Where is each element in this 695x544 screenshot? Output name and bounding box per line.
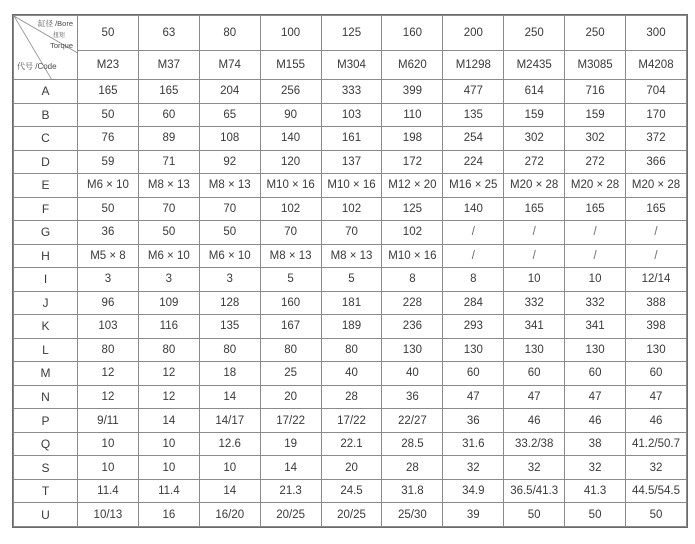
corner-torque-label: Torque (50, 41, 73, 50)
table-row (14, 338, 687, 362)
value-cell: / (565, 244, 626, 268)
value-cell: 31.6 (443, 432, 504, 456)
value-cell: 284 (443, 291, 504, 315)
torque-cell: M37 (138, 51, 199, 80)
value-cell: 103 (321, 103, 382, 127)
value-cell: 20/25 (321, 503, 382, 527)
value-cell: 14 (199, 479, 260, 503)
value-cell: 236 (382, 315, 443, 339)
table-row (14, 432, 687, 456)
value-cell: 614 (504, 80, 565, 104)
table-row (14, 503, 687, 527)
value-cell: 10 (78, 456, 139, 480)
row-code-cell: J (14, 291, 78, 315)
bore-cell: 100 (260, 16, 321, 51)
value-cell: 28 (382, 456, 443, 480)
value-cell: 165 (138, 80, 199, 104)
value-cell: 12 (138, 385, 199, 409)
value-cell: 16/20 (199, 503, 260, 527)
value-cell: 130 (382, 338, 443, 362)
value-cell: 47 (626, 385, 687, 409)
value-cell: 12.6 (199, 432, 260, 456)
table-row (14, 150, 687, 174)
value-cell: 80 (78, 338, 139, 362)
value-cell: 12/14 (626, 268, 687, 292)
value-cell: 159 (504, 103, 565, 127)
row-code-cell: B (14, 103, 78, 127)
value-cell: 130 (443, 338, 504, 362)
value-cell: 28 (321, 385, 382, 409)
value-cell: 198 (382, 127, 443, 151)
value-cell: 10/13 (78, 503, 139, 527)
value-cell: 38 (565, 432, 626, 456)
table-row (14, 291, 687, 315)
bore-cell: 200 (443, 16, 504, 51)
table-row (14, 80, 687, 104)
value-cell: 22/27 (382, 409, 443, 433)
value-cell: 130 (504, 338, 565, 362)
value-cell: 181 (321, 291, 382, 315)
value-cell: 10 (78, 432, 139, 456)
value-cell: 80 (138, 338, 199, 362)
torque-cell: M4208 (626, 51, 687, 80)
value-cell: 125 (382, 197, 443, 221)
row-code-cell: P (14, 409, 78, 433)
row-code-cell: S (14, 456, 78, 480)
row-code-cell: D (14, 150, 78, 174)
value-cell: 477 (443, 80, 504, 104)
value-cell: 60 (626, 362, 687, 386)
value-cell: 50 (78, 197, 139, 221)
value-cell: 14/17 (199, 409, 260, 433)
value-cell: 20 (260, 385, 321, 409)
value-cell: 704 (626, 80, 687, 104)
value-cell: 5 (321, 268, 382, 292)
torque-cell: M304 (321, 51, 382, 80)
value-cell: 102 (260, 197, 321, 221)
value-cell: 32 (443, 456, 504, 480)
value-cell: 11.4 (78, 479, 139, 503)
value-cell: 399 (382, 80, 443, 104)
table-row (14, 197, 687, 221)
value-cell: 92 (199, 150, 260, 174)
value-cell: 31.8 (382, 479, 443, 503)
value-cell: 36 (78, 221, 139, 245)
table-row (14, 221, 687, 245)
value-cell: M6 × 10 (78, 174, 139, 198)
value-cell: 65 (199, 103, 260, 127)
value-cell: 204 (199, 80, 260, 104)
value-cell: 110 (382, 103, 443, 127)
corner-bore-label: 缸径 /Bore (37, 19, 73, 28)
value-cell: 16 (138, 503, 199, 527)
value-cell: M6 × 10 (138, 244, 199, 268)
row-code-cell: K (14, 315, 78, 339)
value-cell: 17/22 (260, 409, 321, 433)
bore-cell: 80 (199, 16, 260, 51)
value-cell: 80 (199, 338, 260, 362)
table-row (14, 103, 687, 127)
table-row (14, 268, 687, 292)
torque-cell: M1298 (443, 51, 504, 80)
table-row (14, 409, 687, 433)
value-cell: 366 (626, 150, 687, 174)
value-cell: 60 (565, 362, 626, 386)
value-cell: 228 (382, 291, 443, 315)
value-cell: 137 (321, 150, 382, 174)
value-cell: 14 (260, 456, 321, 480)
value-cell: 3 (138, 268, 199, 292)
value-cell: M8 × 13 (199, 174, 260, 198)
value-cell: 60 (138, 103, 199, 127)
value-cell: 716 (565, 80, 626, 104)
row-code-cell: F (14, 197, 78, 221)
row-code-cell: C (14, 127, 78, 151)
value-cell: 14 (138, 409, 199, 433)
value-cell: 3 (199, 268, 260, 292)
table-row (14, 127, 687, 151)
value-cell: 50 (504, 503, 565, 527)
value-cell: M10 × 16 (382, 244, 443, 268)
value-cell: 96 (78, 291, 139, 315)
value-cell: M8 × 13 (138, 174, 199, 198)
value-cell: 293 (443, 315, 504, 339)
value-cell: 28.5 (382, 432, 443, 456)
table-row (14, 244, 687, 268)
value-cell: 40 (382, 362, 443, 386)
value-cell: 10 (138, 432, 199, 456)
table-row (14, 315, 687, 339)
bore-cell: 250 (565, 16, 626, 51)
value-cell: / (504, 221, 565, 245)
value-cell: 103 (78, 315, 139, 339)
value-cell: 80 (321, 338, 382, 362)
value-cell: 32 (504, 456, 565, 480)
value-cell: 25/30 (382, 503, 443, 527)
value-cell: 33.2/38 (504, 432, 565, 456)
value-cell: 47 (443, 385, 504, 409)
value-cell: 135 (443, 103, 504, 127)
value-cell: 333 (321, 80, 382, 104)
value-cell: 130 (626, 338, 687, 362)
value-cell: 160 (260, 291, 321, 315)
value-cell: 12 (138, 362, 199, 386)
value-cell: 10 (138, 456, 199, 480)
torque-cell: M3085 (565, 51, 626, 80)
value-cell: 76 (78, 127, 139, 151)
value-cell: 167 (260, 315, 321, 339)
value-cell: 89 (138, 127, 199, 151)
value-cell: 17/22 (321, 409, 382, 433)
value-cell: 70 (199, 197, 260, 221)
value-cell: 50 (626, 503, 687, 527)
value-cell: M20 × 28 (565, 174, 626, 198)
value-cell: 22.1 (321, 432, 382, 456)
torque-cell: M620 (382, 51, 443, 80)
row-code-cell: Q (14, 432, 78, 456)
value-cell: M20 × 28 (626, 174, 687, 198)
value-cell: 20/25 (260, 503, 321, 527)
value-cell: 128 (199, 291, 260, 315)
row-code-cell: E (14, 174, 78, 198)
value-cell: 8 (382, 268, 443, 292)
row-code-cell: H (14, 244, 78, 268)
bore-cell: 63 (138, 16, 199, 51)
value-cell: / (565, 221, 626, 245)
value-cell: 50 (138, 221, 199, 245)
value-cell: 46 (565, 409, 626, 433)
value-cell: 170 (626, 103, 687, 127)
value-cell: 25 (260, 362, 321, 386)
value-cell: 109 (138, 291, 199, 315)
table-row (14, 385, 687, 409)
value-cell: 60 (504, 362, 565, 386)
value-cell: 398 (626, 315, 687, 339)
corner-code-label: 代号 /Code (17, 62, 57, 72)
value-cell: 5 (260, 268, 321, 292)
value-cell: 102 (382, 221, 443, 245)
value-cell: 116 (138, 315, 199, 339)
bore-cell: 250 (504, 16, 565, 51)
value-cell: 10 (504, 268, 565, 292)
torque-cell: M155 (260, 51, 321, 80)
value-cell: M10 × 16 (321, 174, 382, 198)
value-cell: 341 (565, 315, 626, 339)
value-cell: M8 × 13 (260, 244, 321, 268)
value-cell: 165 (626, 197, 687, 221)
value-cell: 41.3 (565, 479, 626, 503)
bore-cell: 50 (78, 16, 139, 51)
value-cell: / (626, 221, 687, 245)
row-code-cell: A (14, 80, 78, 104)
value-cell: 12 (78, 362, 139, 386)
value-cell: 70 (321, 221, 382, 245)
value-cell: 50 (199, 221, 260, 245)
value-cell: M16 × 25 (443, 174, 504, 198)
row-code-cell: T (14, 479, 78, 503)
value-cell: 44.5/54.5 (626, 479, 687, 503)
value-cell: 372 (626, 127, 687, 151)
dimension-table (13, 15, 687, 527)
bore-cell: 300 (626, 16, 687, 51)
table-row (14, 174, 687, 198)
value-cell: 50 (565, 503, 626, 527)
value-cell: 272 (565, 150, 626, 174)
torque-cell: M74 (199, 51, 260, 80)
value-cell: 332 (504, 291, 565, 315)
torque-header-row (14, 51, 687, 80)
corner-torque-cn-label: 扭矩 (52, 33, 65, 39)
value-cell: 46 (626, 409, 687, 433)
value-cell: 165 (565, 197, 626, 221)
value-cell: 165 (78, 80, 139, 104)
value-cell: 71 (138, 150, 199, 174)
torque-cell: M23 (78, 51, 139, 80)
value-cell: 256 (260, 80, 321, 104)
row-code-cell: L (14, 338, 78, 362)
value-cell: 39 (443, 503, 504, 527)
table-row (14, 479, 687, 503)
value-cell: 46 (504, 409, 565, 433)
value-cell: 3 (78, 268, 139, 292)
value-cell: 8 (443, 268, 504, 292)
value-cell: 302 (504, 127, 565, 151)
value-cell: 24.5 (321, 479, 382, 503)
value-cell: 9/11 (78, 409, 139, 433)
value-cell: 36 (443, 409, 504, 433)
value-cell: / (626, 244, 687, 268)
value-cell: 189 (321, 315, 382, 339)
bore-cell: 125 (321, 16, 382, 51)
value-cell: 20 (321, 456, 382, 480)
value-cell: 70 (138, 197, 199, 221)
value-cell: 140 (443, 197, 504, 221)
value-cell: 302 (565, 127, 626, 151)
value-cell: 10 (565, 268, 626, 292)
row-code-cell: N (14, 385, 78, 409)
dimension-table-body (14, 16, 687, 527)
value-cell: 40 (321, 362, 382, 386)
bore-header-row (14, 16, 687, 51)
value-cell: 332 (565, 291, 626, 315)
value-cell: 21.3 (260, 479, 321, 503)
table-row (14, 362, 687, 386)
value-cell: 32 (565, 456, 626, 480)
value-cell: 120 (260, 150, 321, 174)
value-cell: 12 (78, 385, 139, 409)
table-row (14, 456, 687, 480)
value-cell: 102 (321, 197, 382, 221)
value-cell: 36 (382, 385, 443, 409)
value-cell: 60 (443, 362, 504, 386)
value-cell: 388 (626, 291, 687, 315)
value-cell: / (443, 221, 504, 245)
value-cell: / (443, 244, 504, 268)
value-cell: 224 (443, 150, 504, 174)
value-cell: 80 (260, 338, 321, 362)
row-code-cell: M (14, 362, 78, 386)
value-cell: 159 (565, 103, 626, 127)
value-cell: 47 (504, 385, 565, 409)
value-cell: 341 (504, 315, 565, 339)
value-cell: 272 (504, 150, 565, 174)
value-cell: / (504, 244, 565, 268)
value-cell: 34.9 (443, 479, 504, 503)
dimension-table-sheet (12, 14, 688, 528)
value-cell: 108 (199, 127, 260, 151)
value-cell: M8 × 13 (321, 244, 382, 268)
value-cell: 59 (78, 150, 139, 174)
value-cell: 161 (321, 127, 382, 151)
value-cell: M6 × 10 (199, 244, 260, 268)
row-code-cell: I (14, 268, 78, 292)
value-cell: 18 (199, 362, 260, 386)
value-cell: 90 (260, 103, 321, 127)
value-cell: 165 (504, 197, 565, 221)
row-code-cell: U (14, 503, 78, 527)
value-cell: M20 × 28 (504, 174, 565, 198)
value-cell: 130 (565, 338, 626, 362)
torque-cell: M2435 (504, 51, 565, 80)
value-cell: 11.4 (138, 479, 199, 503)
value-cell: 36.5/41.3 (504, 479, 565, 503)
value-cell: M12 × 20 (382, 174, 443, 198)
value-cell: 254 (443, 127, 504, 151)
value-cell: 50 (78, 103, 139, 127)
corner-header-cell (14, 16, 78, 80)
value-cell: 47 (565, 385, 626, 409)
value-cell: 32 (626, 456, 687, 480)
value-cell: M10 × 16 (260, 174, 321, 198)
value-cell: 19 (260, 432, 321, 456)
value-cell: 135 (199, 315, 260, 339)
value-cell: 14 (199, 385, 260, 409)
value-cell: 10 (199, 456, 260, 480)
value-cell: M5 × 8 (78, 244, 139, 268)
value-cell: 172 (382, 150, 443, 174)
row-code-cell: G (14, 221, 78, 245)
value-cell: 70 (260, 221, 321, 245)
value-cell: 41.2/50.7 (626, 432, 687, 456)
value-cell: 140 (260, 127, 321, 151)
bore-cell: 160 (382, 16, 443, 51)
